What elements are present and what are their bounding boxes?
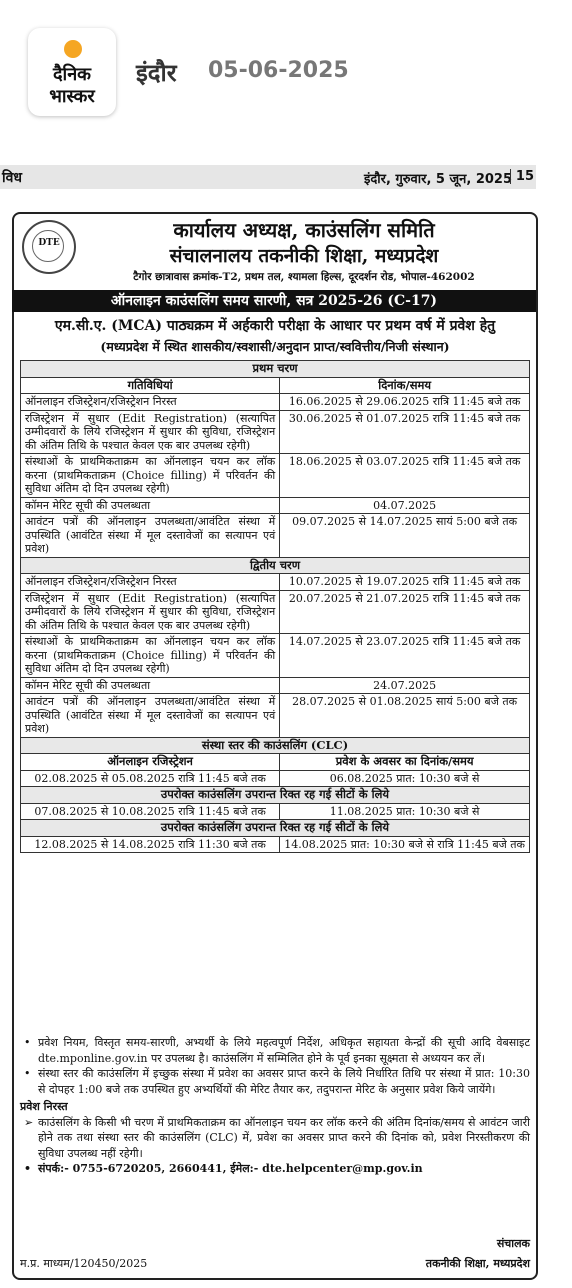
table-row [21,454,530,498]
masthead [0,0,572,160]
date-cell: 18.06.2025 से 03.07.2025 रात्रि 11:45 बजे तक [280,454,530,498]
clc-col-registration: ऑनलाइन रजिस्ट्रेशन [21,754,280,771]
activity-cell: कॉमन मेरिट सूची की उपलब्धता [21,677,280,694]
list-item [20,1035,530,1066]
clc-adm-cell: 06.08.2025 प्रात: 10:30 बजे से [280,770,530,787]
page-dateline: इंदौर, गुरुवार, 5 जून, 2025 [364,172,512,187]
schedule-banner: ऑनलाइन काउंसलिंग समय सारणी, सत्र 2025-26 (C-17) [12,290,536,312]
date-cell: 28.07.2025 से 01.08.2025 सायं 5:00 बजे तक [280,694,530,738]
sun-icon [64,40,82,58]
table-row [21,410,530,454]
col-date-header: दिनांक/समय [280,377,530,394]
cancel-heading: प्रवेश निरस्त [20,1100,68,1113]
schedule-table [20,360,530,853]
note-text: प्रवेश नियम, विस्तृत समय-सारणी, अभ्यर्थी के लिये महत्वपूर्ण निर्देश, अधिकृत सहायता केन्द्रों की सूची आदि वेबसाइट dte.mponline.gov.in पर उपलब्ध है। काउंसलिंग में सम्मिलित होने के पूर्व इनका सूक्ष्मता से अध्ययन कर लें। [38,1036,530,1065]
date-cell: 10.07.2025 से 19.07.2025 रात्रि 11:45 बजे तक [280,574,530,591]
date-cell: 04.07.2025 [280,497,530,514]
note-text: संस्था स्तर की काउंसलिंग में इच्छुक संस्था में प्रवेश का अवसर प्राप्त करने के लिये निर्धारित तिथि पर संस्था में प्रात: 10:30 से दोपहर 1:00 बजे तक उपस्थित हुए अभ्यर्थियों की मेरिट तैयार कर, तदुपरान्त मेरिट के अनुसार प्रवेश किये जायेंगे। [38,1067,530,1096]
section-name: विध [2,170,23,186]
clc-reg-cell: 02.08.2025 से 05.08.2025 रात्रि 11:45 बजे तक [21,770,280,787]
office-title: कार्यालय अध्यक्ष, काउंसलिंग समिति [173,218,435,242]
course-subtitle: एम.सी.ए. (MCA) पाठ्यक्रम में अर्हकारी परीक्षा के आधार पर प्रथम वर्ष में प्रवेश हेतु [54,318,496,334]
clc-adm-cell: 14.08.2025 प्रात: 10:30 बजे से रात्रि 11:45 बजे तक [280,836,530,853]
clc-adm-cell: 11.08.2025 प्रात: 10:30 बजे से [280,803,530,820]
table-row [21,394,530,411]
activity-cell: ऑनलाइन रजिस्ट्रेशन/रजिस्ट्रेशन निरस्त [21,394,280,411]
phase1-heading: प्रथम चरण [21,361,530,378]
signatory-title: संचालक [496,1237,530,1250]
clc-vacant-heading: उपरोक्त काउंसलिंग उपरान्त रिक्त रह गई सीटों के लिये [21,787,530,804]
date-cell: 09.07.2025 से 14.07.2025 सायं 5:00 बजे तक [280,514,530,558]
dte-emblem [22,220,76,274]
clc-col-admission: प्रवेश के अवसर का दिनांक/समय [280,754,530,771]
date-cell: 20.07.2025 से 21.07.2025 रात्रि 11:45 बजे तक [280,590,530,634]
activity-cell: संस्थाओं के प्राथमिकताक्रम का ऑनलाइन चयन कर लॉक करना (प्राथमिकताक्रम (Choice filling) में परिवर्तन की सुविधा अंतिम दो दिन उपलब्ध रहेगी) [21,454,280,498]
page-strip [0,165,536,189]
activity-cell: आवंटन पत्रों की ऑनलाइन उपलब्धता/आवंटित संस्था में उपस्थिति (आवंटित संस्था में मूल दस्तावेजों का सत्यापन एवं प्रवेश) [21,514,280,558]
dainik-bhaskar-logo[interactable] [28,28,116,116]
date-cell: 24.07.2025 [280,677,530,694]
directorate-title: संचालनालय तकनीकी शिक्षा, मध्यप्रदेश [169,245,439,267]
list-item [20,1066,530,1097]
table-row [21,836,530,853]
table-row [21,803,530,820]
activity-cell: रजिस्ट्रेशन में सुधार (Edit Registration) (सत्यापित उम्मीदवारों के लिये रजिस्ट्रेशन में सुधार की सुविधा, रजिस्ट्रेशन की अंतिम तिथि के पश्चात केवल एक बार उपलब्ध रहेगी) [21,410,280,454]
table-row [21,574,530,591]
date-cell: 16.06.2025 से 29.06.2025 रात्रि 11:45 बजे तक [280,394,530,411]
clc-reg-cell: 12.08.2025 से 14.08.2025 रात्रि 11:30 बजे तक [21,836,280,853]
bullet-icon: • [24,1036,31,1049]
institutions-subtitle: (मध्यप्रदेश में स्थित शासकीय/स्वशासी/अनुदान प्राप्त/स्ववित्तीय/निजी संस्थान) [100,339,450,354]
page-number: 15 [510,169,534,184]
table-row [21,770,530,787]
activity-cell: रजिस्ट्रेशन में सुधार (Edit Registration) (सत्यापित उम्मीदवारों के लिये रजिस्ट्रेशन में सुधार की सुविधा, रजिस्ट्रेशन की अंतिम तिथि के पश्चात केवल एक बार उपलब्ध रहेगी) [21,590,280,634]
activity-cell: ऑनलाइन रजिस्ट्रेशन/रजिस्ट्रेशन निरस्त [21,574,280,591]
table-row [21,497,530,514]
date-cell: 14.07.2025 से 23.07.2025 रात्रि 11:45 बजे तक [280,634,530,678]
edition-date: 05-06-2025 [208,58,349,83]
counselling-notice [12,212,538,1280]
arrow-bullet-icon: ➢ [24,1115,34,1129]
clc-reg-cell: 07.08.2025 से 10.08.2025 रात्रि 11:45 बजे तक [21,803,280,820]
activity-cell: कॉमन मेरिट सूची की उपलब्धता [21,497,280,514]
bullet-icon: • [24,1067,31,1080]
logo-line1: दैनिक [52,64,92,85]
activity-cell: संस्थाओं के प्राथमिकताक्रम का ऑनलाइन चयन कर लॉक करना (प्राथमिकताक्रम (Choice filling) में परिवर्तन की सुविधा अंतिम दो दिन उपलब्ध रहेगी) [21,634,280,678]
bullet-icon: • [24,1162,32,1175]
emblem-text: DTE [38,238,60,248]
contact-line [20,1161,530,1177]
logo-line2: भास्कर [49,86,95,107]
date-cell: 30.06.2025 से 01.07.2025 रात्रि 11:45 बजे तक [280,410,530,454]
notes-section [20,1035,530,1177]
clc-vacant-heading: उपरोक्त काउंसलिंग उपरान्त रिक्त रह गई सीटों के लिये [21,820,530,837]
table-row [21,694,530,738]
ad-reference: म.प्र. माध्यम/120450/2025 [20,1257,148,1270]
table-row [21,677,530,694]
signatory-dept: तकनीकी शिक्षा, मध्यप्रदेश [425,1257,530,1270]
contact-text: संपर्क:- 0755-6720205, 2660441, ईमेल:- dte.helpcenter@mp.gov.in [38,1162,423,1175]
clc-heading: संस्था स्तर की काउंसलिंग (CLC) [21,737,530,754]
col-activity-header: गतिविधियां [21,377,280,394]
cancel-text: काउंसलिंग के किसी भी चरण में प्राथमिकताक्रम का ऑनलाइन चयन कर लॉक करने की अंतिम दिनांक/समय से आवंटन जारी होने तक तथा संस्था स्तर की काउंसलिंग (CLC) में, प्रवेश का अवसर प्राप्त करने की दिनांक को, प्रवेश निरस्तीकरण की सुविधा उपलब्ध नहीं रहेगी। [38,1115,530,1160]
office-address: टैगोर छात्रावास क्रमांक-T2, प्रथम तल, श्यामला हिल्स, दूरदर्शन रोड, भोपाल-462002 [133,271,475,283]
edition-city: इंदौर [136,59,177,87]
activity-cell: आवंटन पत्रों की ऑनलाइन उपलब्धता/आवंटित संस्था में उपस्थिति (आवंटित संस्था में मूल दस्तावेजों का सत्यापन एवं प्रवेश) [21,694,280,738]
table-row [21,514,530,558]
table-row [21,590,530,634]
list-item [20,1115,530,1162]
phase2-heading: द्वितीय चरण [21,557,530,574]
table-row [21,634,530,678]
